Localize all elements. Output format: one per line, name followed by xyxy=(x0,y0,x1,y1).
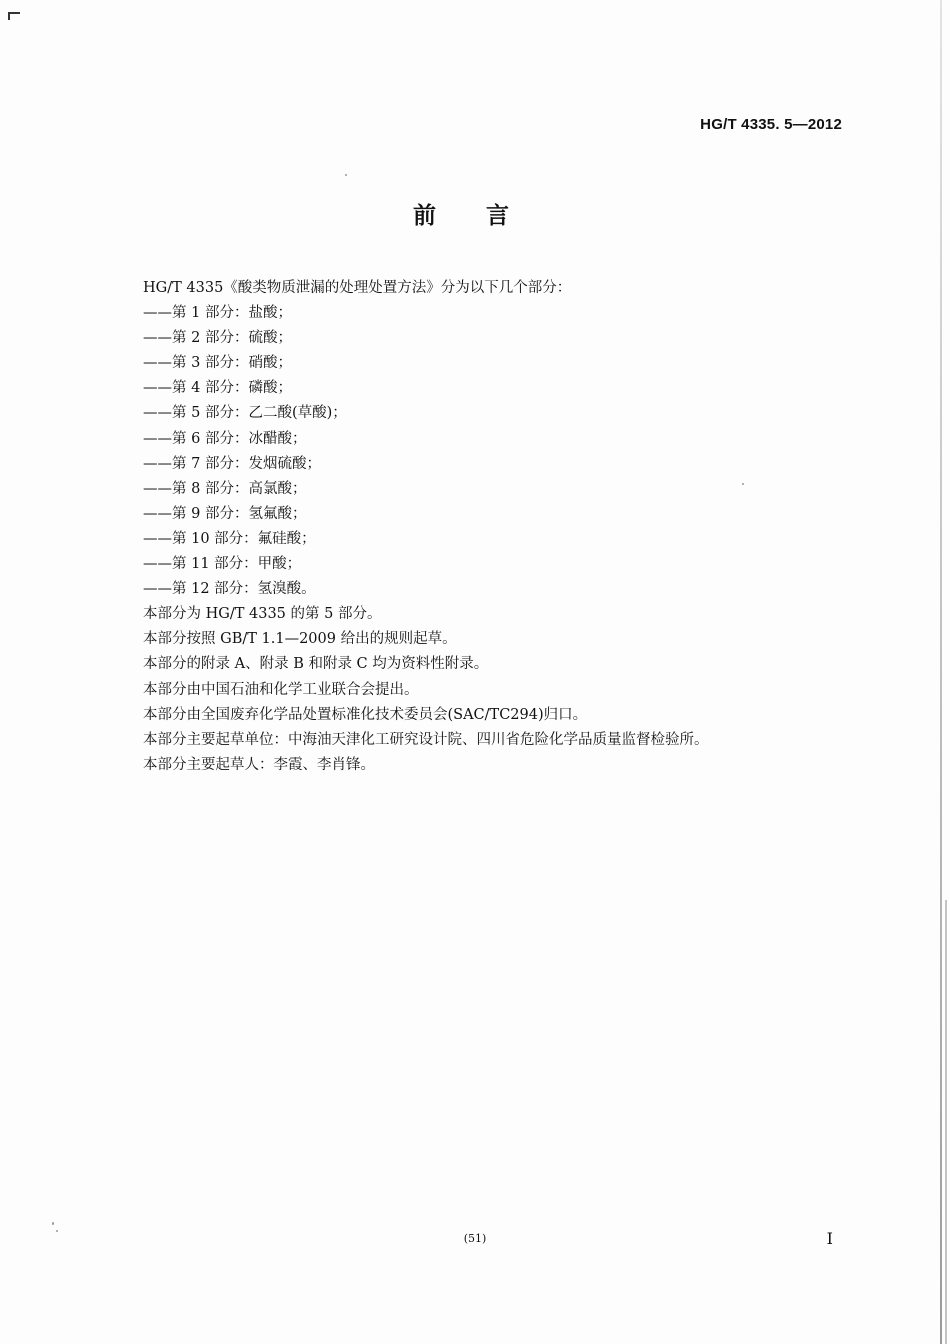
body-paragraph: 本部分由全国废弃化学品处置标准化技术委员会(SAC/TC294)归口。 xyxy=(143,706,588,723)
part-list-item: ——第 5 部分：乙二酸(草酸)； xyxy=(143,405,347,422)
page-title: 前言 xyxy=(413,203,559,229)
part-list-item: ——第 9 部分：氢氟酸； xyxy=(143,505,307,522)
scan-speck xyxy=(742,483,744,485)
part-list-item: ——第 12 部分：氢溴酸。 xyxy=(143,581,316,598)
body-paragraph: 本部分主要起草人：李霞、李肖锋。 xyxy=(143,756,375,773)
scan-speck xyxy=(52,1222,54,1225)
document-code: HG/T 4335. 5—2012 xyxy=(700,116,842,133)
body-paragraph: 本部分为 HG/T 4335 的第 5 部分。 xyxy=(143,606,382,623)
foreword-body xyxy=(143,276,843,778)
body-paragraph: 本部分的附录 A、附录 B 和附录 C 均为资料性附录。 xyxy=(143,656,489,673)
intro-paragraph: HG/T 4335《酸类物质泄漏的处理处置方法》分为以下几个部分： xyxy=(143,280,572,296)
part-list-item: ——第 8 部分：高氯酸； xyxy=(143,480,307,497)
body-paragraph: 本部分由中国石油和化学工业联合会提出。 xyxy=(143,681,419,698)
part-list-item: ——第 2 部分：硫酸； xyxy=(143,330,292,347)
part-list-item: ——第 4 部分：磷酸； xyxy=(143,380,292,397)
scan-edge-shadow-lower xyxy=(945,900,947,1344)
part-list-item: ——第 3 部分：硝酸； xyxy=(143,355,292,372)
footer-roman-page: I xyxy=(826,1229,833,1248)
body-paragraph: 本部分主要起草单位：中海油天津化工研究设计院、四川省危险化学品质量监督检验所。 xyxy=(143,731,709,748)
footer-page-number: (51) xyxy=(463,1232,487,1245)
part-list-item: ——第 1 部分：盐酸； xyxy=(143,305,292,322)
part-list-item: ——第 7 部分：发烟硫酸； xyxy=(143,455,321,472)
scan-speck xyxy=(56,1230,58,1232)
scan-speck xyxy=(345,174,347,176)
body-paragraph: 本部分按照 GB/T 1.1—2009 给出的规则起草。 xyxy=(143,631,457,648)
part-list-item: ——第 11 部分：甲酸； xyxy=(143,556,302,573)
scan-corner-mark xyxy=(8,12,20,20)
part-list-item: ——第 10 部分：氟硅酸； xyxy=(143,530,316,547)
part-list-item: ——第 6 部分：冰醋酸； xyxy=(143,430,307,447)
